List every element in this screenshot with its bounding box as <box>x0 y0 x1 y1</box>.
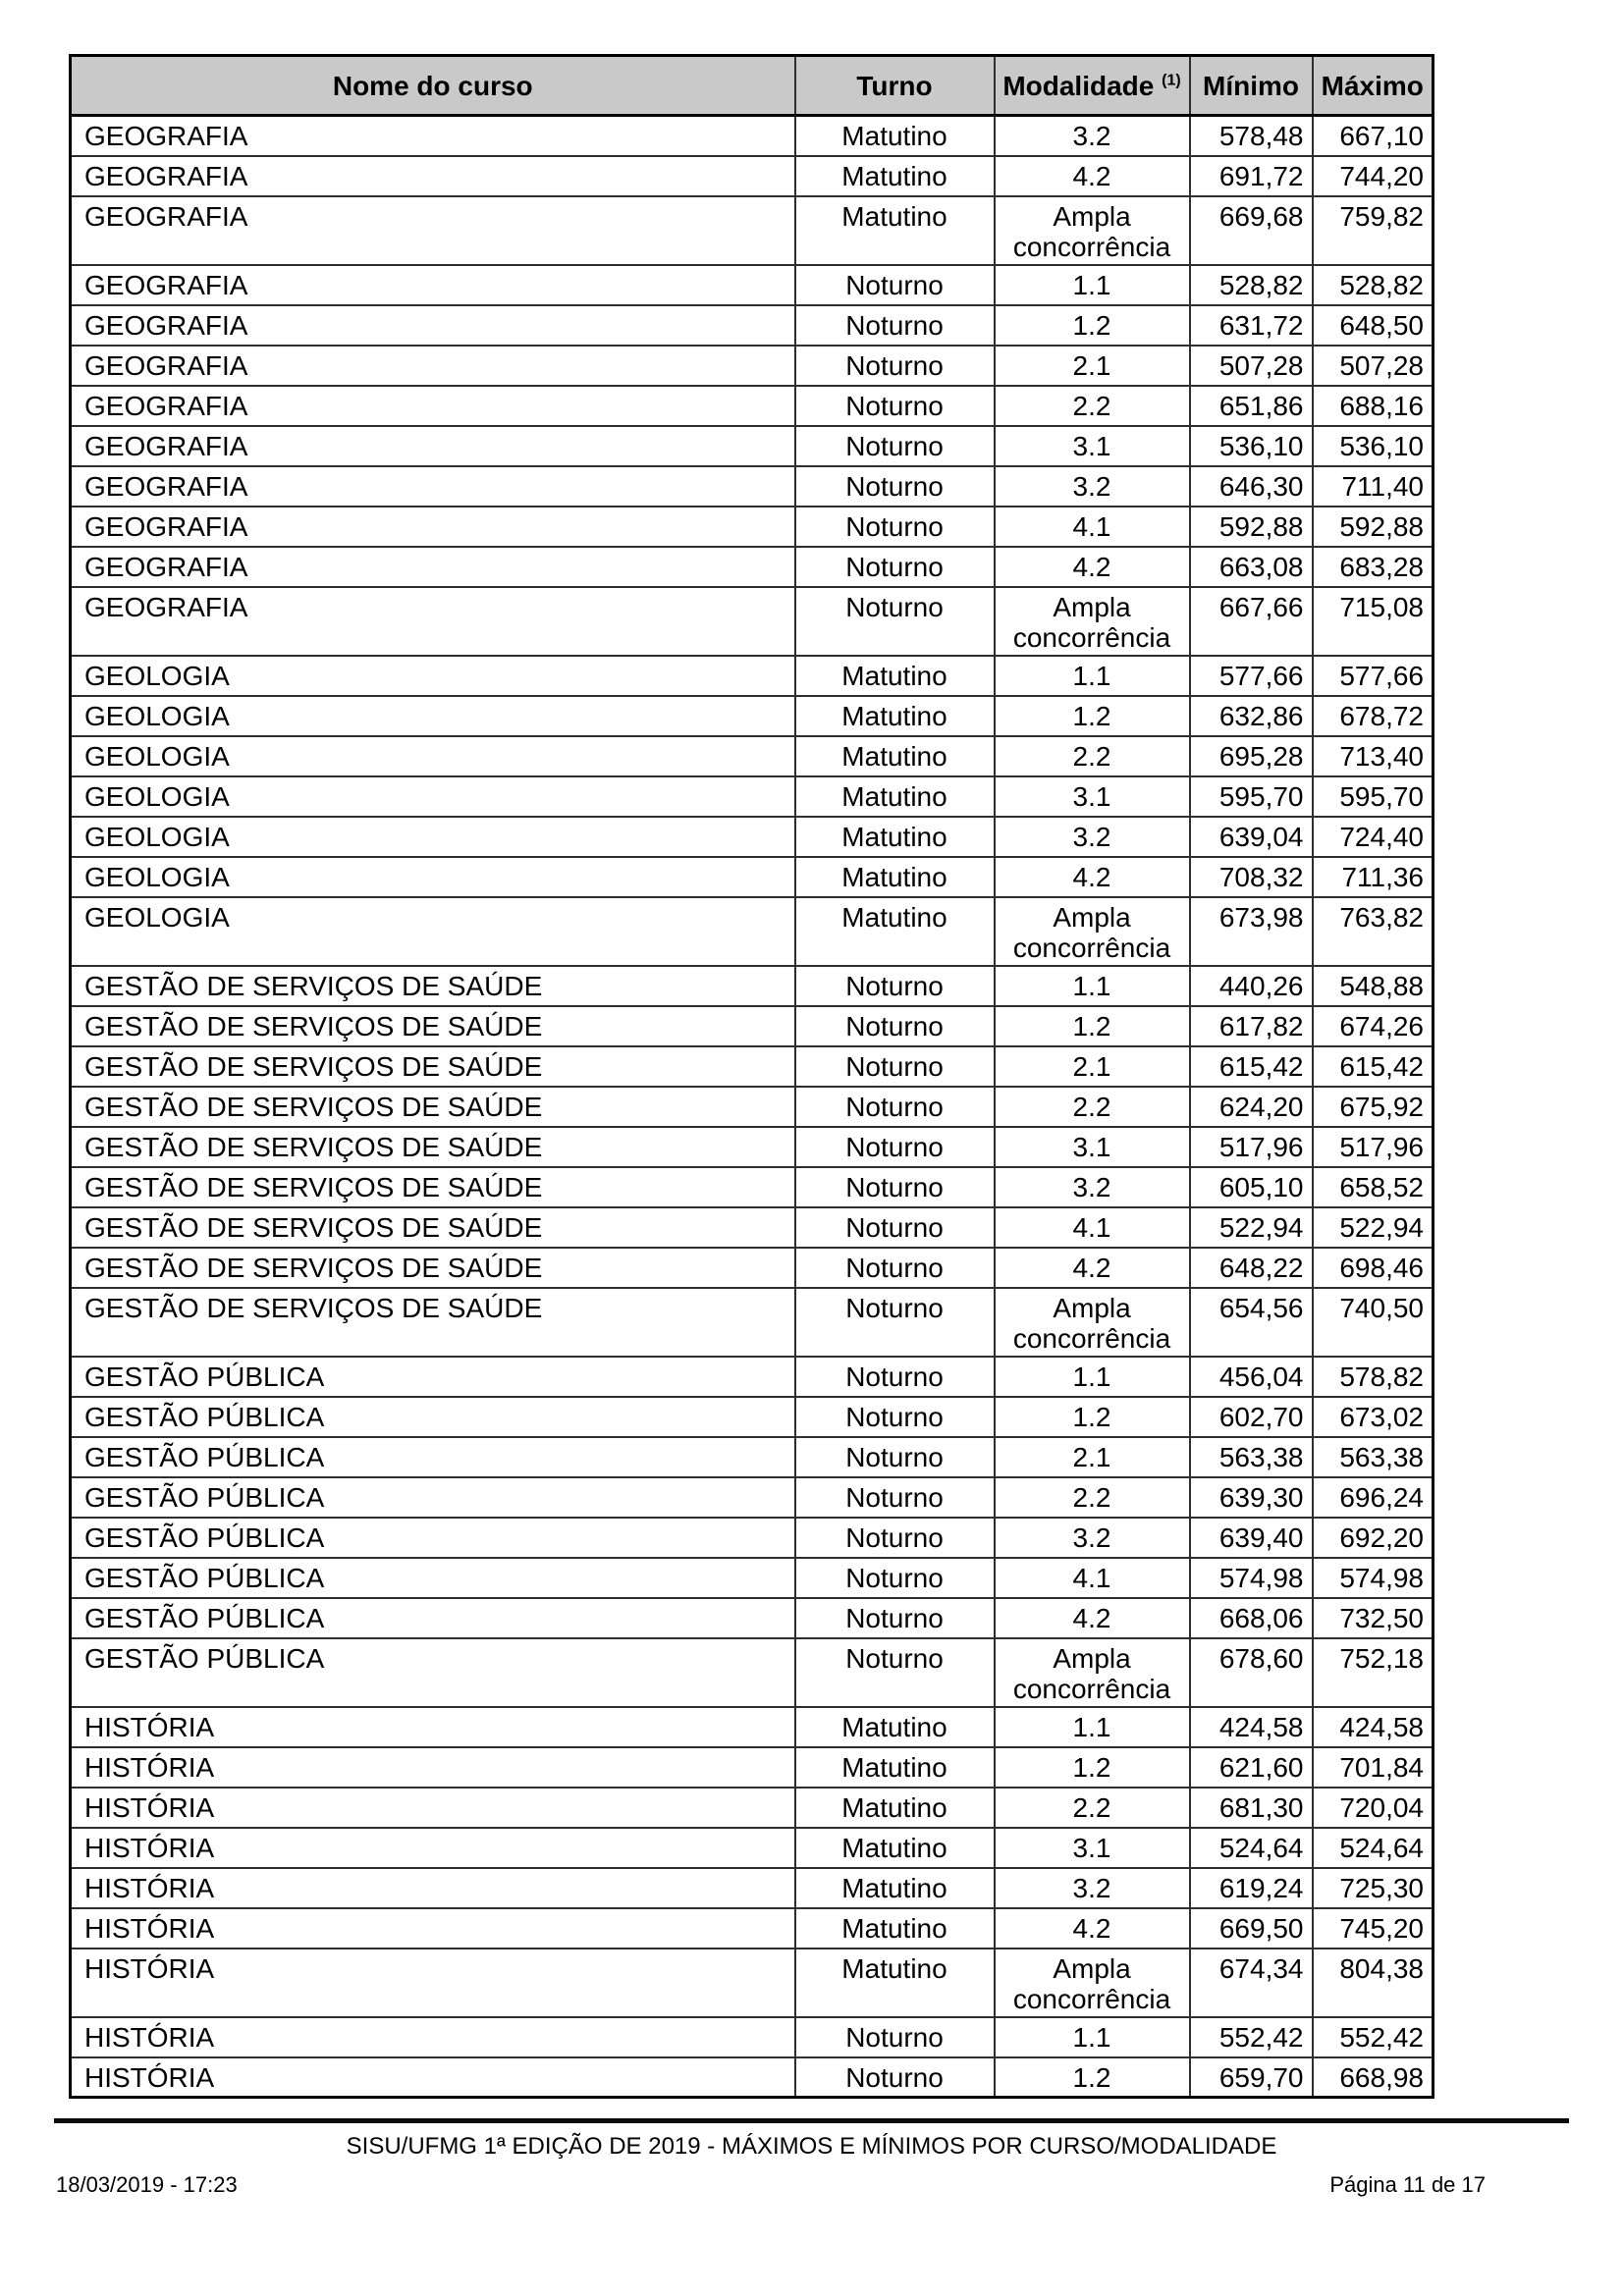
cell-shift: Noturno <box>795 466 995 507</box>
cell-modality: 2.2 <box>995 386 1190 426</box>
cell-modality: 2.1 <box>995 346 1190 386</box>
cell-course-name: GESTÃO DE SERVIÇOS DE SAÚDE <box>71 1288 795 1357</box>
cell-shift: Noturno <box>795 1477 995 1518</box>
cell-course-name: HISTÓRIA <box>71 1747 795 1788</box>
cell-min-score: 632,86 <box>1190 696 1313 736</box>
table-row <box>71 116 1434 156</box>
cell-modality: Ampla concorrência <box>995 1638 1190 1707</box>
cell-min-score: 708,32 <box>1190 857 1313 897</box>
cell-modality: 4.2 <box>995 547 1190 587</box>
table-row <box>71 1868 1434 1908</box>
cell-modality: 2.1 <box>995 1046 1190 1087</box>
cell-shift: Noturno <box>795 547 995 587</box>
cell-shift: Noturno <box>795 587 995 656</box>
col-header-course <box>71 56 795 116</box>
cell-course-name: GEOLOGIA <box>71 817 795 857</box>
cell-modality: 4.2 <box>995 857 1190 897</box>
cell-shift: Matutino <box>795 1868 995 1908</box>
cell-max-score: 752,18 <box>1313 1638 1434 1707</box>
table-row <box>71 1828 1434 1868</box>
cell-modality: 1.1 <box>995 265 1190 305</box>
cell-shift: Matutino <box>795 116 995 156</box>
cell-min-score: 651,86 <box>1190 386 1313 426</box>
cell-course-name: GESTÃO PÚBLICA <box>71 1598 795 1638</box>
cell-course-name: GEOGRAFIA <box>71 507 795 547</box>
table-row <box>71 1518 1434 1558</box>
cell-course-name: GESTÃO PÚBLICA <box>71 1558 795 1598</box>
cell-max-score: 724,40 <box>1313 817 1434 857</box>
cell-min-score: 639,40 <box>1190 1518 1313 1558</box>
cell-modality: 2.2 <box>995 1087 1190 1127</box>
cell-min-score: 639,04 <box>1190 817 1313 857</box>
cell-course-name: GEOGRAFIA <box>71 156 795 196</box>
cell-max-score: 552,42 <box>1313 2017 1434 2057</box>
cell-shift: Matutino <box>795 1788 995 1828</box>
cell-min-score: 574,98 <box>1190 1558 1313 1598</box>
cell-modality: 1.2 <box>995 2057 1190 2098</box>
cell-course-name: GESTÃO DE SERVIÇOS DE SAÚDE <box>71 1207 795 1248</box>
cell-modality: 2.2 <box>995 1477 1190 1518</box>
table-row <box>71 776 1434 817</box>
cell-min-score: 595,70 <box>1190 776 1313 817</box>
cell-max-score: 528,82 <box>1313 265 1434 305</box>
cell-max-score: 740,50 <box>1313 1288 1434 1357</box>
cell-course-name: GEOLOGIA <box>71 656 795 696</box>
cell-course-name: GEOLOGIA <box>71 696 795 736</box>
cell-course-name: GESTÃO DE SERVIÇOS DE SAÚDE <box>71 966 795 1006</box>
table-row <box>71 1598 1434 1638</box>
footer-title: SISU/UFMG 1ª EDIÇÃO DE 2019 - MÁXIMOS E MÍNIMOS POR CURSO/MODALIDADE <box>346 2133 1277 2160</box>
cell-modality: 4.2 <box>995 1248 1190 1288</box>
table-row <box>71 1707 1434 1747</box>
cell-course-name: GESTÃO DE SERVIÇOS DE SAÚDE <box>71 1248 795 1288</box>
cell-modality: 3.1 <box>995 426 1190 466</box>
col-header-min <box>1190 56 1313 116</box>
cell-modality: 2.2 <box>995 736 1190 776</box>
cell-shift: Noturno <box>795 1248 995 1288</box>
cell-shift: Noturno <box>795 1288 995 1357</box>
cell-shift: Noturno <box>795 426 995 466</box>
cell-course-name: GESTÃO PÚBLICA <box>71 1437 795 1477</box>
table-row <box>71 656 1434 696</box>
cell-max-score: 696,24 <box>1313 1477 1434 1518</box>
cell-min-score: 667,66 <box>1190 587 1313 656</box>
cell-max-score: 688,16 <box>1313 386 1434 426</box>
cell-min-score: 678,60 <box>1190 1638 1313 1707</box>
cell-course-name: GEOLOGIA <box>71 897 795 966</box>
cell-course-name: GEOGRAFIA <box>71 466 795 507</box>
table-row <box>71 1477 1434 1518</box>
table-row <box>71 1437 1434 1477</box>
table-row <box>71 817 1434 857</box>
cell-shift: Noturno <box>795 1397 995 1437</box>
table-row <box>71 426 1434 466</box>
col-header-max <box>1313 56 1434 116</box>
table-row <box>71 265 1434 305</box>
cell-max-score: 668,98 <box>1313 2057 1434 2098</box>
table-row <box>71 466 1434 507</box>
cell-course-name: GEOLOGIA <box>71 857 795 897</box>
cell-max-score: 692,20 <box>1313 1518 1434 1558</box>
cell-shift: Matutino <box>795 736 995 776</box>
cell-max-score: 507,28 <box>1313 346 1434 386</box>
cell-modality: 3.1 <box>995 776 1190 817</box>
cell-min-score: 648,22 <box>1190 1248 1313 1288</box>
cell-course-name: HISTÓRIA <box>71 1908 795 1949</box>
cell-max-score: 744,20 <box>1313 156 1434 196</box>
cell-max-score: 713,40 <box>1313 736 1434 776</box>
cell-max-score: 701,84 <box>1313 1747 1434 1788</box>
cell-max-score: 678,72 <box>1313 696 1434 736</box>
cell-max-score: 711,36 <box>1313 857 1434 897</box>
cell-modality: 1.1 <box>995 656 1190 696</box>
table-row <box>71 1006 1434 1046</box>
cell-shift: Matutino <box>795 196 995 265</box>
cell-max-score: 720,04 <box>1313 1788 1434 1828</box>
cell-min-score: 528,82 <box>1190 265 1313 305</box>
cell-max-score: 578,82 <box>1313 1357 1434 1397</box>
cell-shift: Matutino <box>795 857 995 897</box>
cell-course-name: GEOGRAFIA <box>71 386 795 426</box>
cell-modality: 4.1 <box>995 1558 1190 1598</box>
table-row <box>71 1207 1434 1248</box>
cell-shift: Noturno <box>795 2017 995 2057</box>
cell-shift: Matutino <box>795 1747 995 1788</box>
cell-max-score: 574,98 <box>1313 1558 1434 1598</box>
cell-min-score: 578,48 <box>1190 116 1313 156</box>
cell-course-name: GESTÃO PÚBLICA <box>71 1397 795 1437</box>
cell-modality: Ampla concorrência <box>995 1949 1190 2017</box>
table-row <box>71 346 1434 386</box>
cell-max-score: 524,64 <box>1313 1828 1434 1868</box>
cell-min-score: 673,98 <box>1190 897 1313 966</box>
table-row <box>71 547 1434 587</box>
cell-modality: 4.2 <box>995 156 1190 196</box>
cell-modality: 3.2 <box>995 1167 1190 1207</box>
cell-shift: Matutino <box>795 1949 995 2017</box>
cell-modality: 1.2 <box>995 1397 1190 1437</box>
cell-min-score: 669,50 <box>1190 1908 1313 1949</box>
footer-page-number: Página 11 de 17 <box>1329 2172 1486 2197</box>
cell-min-score: 659,70 <box>1190 2057 1313 2098</box>
col-header-max-label: Máximo <box>1321 70 1424 101</box>
cell-modality: 4.1 <box>995 1207 1190 1248</box>
table-row <box>71 696 1434 736</box>
cell-min-score: 552,42 <box>1190 2017 1313 2057</box>
cell-modality: Ampla concorrência <box>995 196 1190 265</box>
cell-min-score: 615,42 <box>1190 1046 1313 1087</box>
cell-modality: 4.1 <box>995 507 1190 547</box>
cell-shift: Noturno <box>795 1437 995 1477</box>
cell-shift: Noturno <box>795 1127 995 1167</box>
cell-shift: Matutino <box>795 1828 995 1868</box>
cell-modality: 1.2 <box>995 696 1190 736</box>
cell-max-score: 715,08 <box>1313 587 1434 656</box>
cell-min-score: 669,68 <box>1190 196 1313 265</box>
cell-course-name: GEOLOGIA <box>71 736 795 776</box>
cell-max-score: 424,58 <box>1313 1707 1434 1747</box>
cell-course-name: GESTÃO DE SERVIÇOS DE SAÚDE <box>71 1046 795 1087</box>
cell-course-name: HISTÓRIA <box>71 2017 795 2057</box>
cell-shift: Matutino <box>795 696 995 736</box>
cell-modality: 1.2 <box>995 1747 1190 1788</box>
cell-course-name: GEOGRAFIA <box>71 305 795 346</box>
cell-modality: Ampla concorrência <box>995 897 1190 966</box>
table-body <box>71 116 1434 2098</box>
cell-course-name: GESTÃO PÚBLICA <box>71 1638 795 1707</box>
cell-shift: Noturno <box>795 1638 995 1707</box>
table-row <box>71 1397 1434 1437</box>
cell-shift: Matutino <box>795 897 995 966</box>
cell-max-score: 522,94 <box>1313 1207 1434 1248</box>
col-header-min-label: Mínimo <box>1203 70 1299 101</box>
table-row <box>71 507 1434 547</box>
cell-course-name: GEOGRAFIA <box>71 265 795 305</box>
cell-max-score: 675,92 <box>1313 1087 1434 1127</box>
cell-modality: 4.2 <box>995 1908 1190 1949</box>
cell-shift: Noturno <box>795 1598 995 1638</box>
cell-course-name: GEOGRAFIA <box>71 587 795 656</box>
cell-min-score: 639,30 <box>1190 1477 1313 1518</box>
cell-max-score: 732,50 <box>1313 1598 1434 1638</box>
cell-modality: 3.2 <box>995 1518 1190 1558</box>
table-row <box>71 1949 1434 2017</box>
table-header-row <box>71 56 1434 116</box>
table-row <box>71 1357 1434 1397</box>
cell-max-score: 683,28 <box>1313 547 1434 587</box>
footer-date: 18/03/2019 - 17:23 <box>56 2172 238 2197</box>
table-row <box>71 1908 1434 1949</box>
cell-min-score: 563,38 <box>1190 1437 1313 1477</box>
modality-footnote-marker: (1) <box>1162 72 1181 89</box>
cell-max-score: 725,30 <box>1313 1868 1434 1908</box>
cell-shift: Noturno <box>795 1518 995 1558</box>
cell-modality: Ampla concorrência <box>995 1288 1190 1357</box>
cell-shift: Noturno <box>795 1558 995 1598</box>
table-row <box>71 305 1434 346</box>
cell-modality: 1.1 <box>995 1357 1190 1397</box>
col-header-shift-label: Turno <box>856 70 933 101</box>
table-row <box>71 196 1434 265</box>
cell-max-score: 536,10 <box>1313 426 1434 466</box>
cell-course-name: GESTÃO DE SERVIÇOS DE SAÚDE <box>71 1167 795 1207</box>
cell-modality: 1.1 <box>995 1707 1190 1747</box>
cell-max-score: 577,66 <box>1313 656 1434 696</box>
col-header-shift <box>795 56 995 116</box>
cell-shift: Noturno <box>795 1357 995 1397</box>
cell-max-score: 563,38 <box>1313 1437 1434 1477</box>
table-row <box>71 587 1434 656</box>
table-row <box>71 386 1434 426</box>
cell-modality: 3.2 <box>995 116 1190 156</box>
cell-shift: Noturno <box>795 1167 995 1207</box>
cell-min-score: 440,26 <box>1190 966 1313 1006</box>
table-row <box>71 966 1434 1006</box>
table-row <box>71 1248 1434 1288</box>
cell-max-score: 674,26 <box>1313 1006 1434 1046</box>
table-row <box>71 1046 1434 1087</box>
cell-max-score: 673,02 <box>1313 1397 1434 1437</box>
cell-min-score: 592,88 <box>1190 507 1313 547</box>
cell-course-name: HISTÓRIA <box>71 1949 795 2017</box>
cell-shift: Noturno <box>795 305 995 346</box>
cell-course-name: GESTÃO PÚBLICA <box>71 1357 795 1397</box>
cell-max-score: 658,52 <box>1313 1167 1434 1207</box>
cell-min-score: 602,70 <box>1190 1397 1313 1437</box>
table-header <box>71 56 1434 116</box>
table-row <box>71 2057 1434 2098</box>
cell-max-score: 698,46 <box>1313 1248 1434 1288</box>
col-header-modality <box>995 56 1190 116</box>
cell-min-score: 456,04 <box>1190 1357 1313 1397</box>
cell-course-name: GEOGRAFIA <box>71 196 795 265</box>
table-row <box>71 1747 1434 1788</box>
table-row <box>71 1087 1434 1127</box>
table-row <box>71 156 1434 196</box>
cell-max-score: 759,82 <box>1313 196 1434 265</box>
cell-shift: Matutino <box>795 1908 995 1949</box>
table-row <box>71 1167 1434 1207</box>
cell-modality: 3.2 <box>995 817 1190 857</box>
cell-modality: 2.2 <box>995 1788 1190 1828</box>
cell-course-name: GESTÃO DE SERVIÇOS DE SAÚDE <box>71 1006 795 1046</box>
cell-course-name: HISTÓRIA <box>71 2057 795 2098</box>
table-row <box>71 1638 1434 1707</box>
col-header-modality-label: Modalidade <box>1002 70 1155 101</box>
cell-modality: 1.1 <box>995 966 1190 1006</box>
cell-min-score: 524,64 <box>1190 1828 1313 1868</box>
table-row <box>71 857 1434 897</box>
cell-max-score: 592,88 <box>1313 507 1434 547</box>
cell-shift: Matutino <box>795 817 995 857</box>
cell-course-name: GESTÃO DE SERVIÇOS DE SAÚDE <box>71 1127 795 1167</box>
cell-course-name: GEOLOGIA <box>71 776 795 817</box>
cell-modality: 3.1 <box>995 1127 1190 1167</box>
cell-course-name: HISTÓRIA <box>71 1788 795 1828</box>
cell-shift: Matutino <box>795 656 995 696</box>
cell-min-score: 631,72 <box>1190 305 1313 346</box>
cell-shift: Noturno <box>795 1046 995 1087</box>
cell-min-score: 691,72 <box>1190 156 1313 196</box>
cell-shift: Noturno <box>795 1207 995 1248</box>
cell-shift: Noturno <box>795 265 995 305</box>
cell-modality: 2.1 <box>995 1437 1190 1477</box>
cell-min-score: 663,08 <box>1190 547 1313 587</box>
cell-min-score: 674,34 <box>1190 1949 1313 2017</box>
cell-min-score: 646,30 <box>1190 466 1313 507</box>
cell-course-name: GESTÃO PÚBLICA <box>71 1518 795 1558</box>
cell-modality: 1.2 <box>995 305 1190 346</box>
cell-min-score: 624,20 <box>1190 1087 1313 1127</box>
cell-max-score: 763,82 <box>1313 897 1434 966</box>
cell-course-name: GEOGRAFIA <box>71 547 795 587</box>
table-row <box>71 1127 1434 1167</box>
cell-min-score: 654,56 <box>1190 1288 1313 1357</box>
cell-min-score: 621,60 <box>1190 1747 1313 1788</box>
cell-min-score: 668,06 <box>1190 1598 1313 1638</box>
cell-max-score: 667,10 <box>1313 116 1434 156</box>
cell-max-score: 517,96 <box>1313 1127 1434 1167</box>
cell-min-score: 681,30 <box>1190 1788 1313 1828</box>
cell-modality: 3.2 <box>995 1868 1190 1908</box>
cell-course-name: GEOGRAFIA <box>71 426 795 466</box>
cell-shift: Noturno <box>795 1087 995 1127</box>
cell-max-score: 711,40 <box>1313 466 1434 507</box>
cell-course-name: GESTÃO DE SERVIÇOS DE SAÚDE <box>71 1087 795 1127</box>
cell-modality: Ampla concorrência <box>995 587 1190 656</box>
footer-divider <box>54 2118 1569 2123</box>
cell-min-score: 424,58 <box>1190 1707 1313 1747</box>
cell-max-score: 595,70 <box>1313 776 1434 817</box>
cell-course-name: GESTÃO PÚBLICA <box>71 1477 795 1518</box>
cell-course-name: HISTÓRIA <box>71 1828 795 1868</box>
table-row <box>71 897 1434 966</box>
cell-max-score: 804,38 <box>1313 1949 1434 2017</box>
cell-modality: 1.2 <box>995 1006 1190 1046</box>
cell-course-name: GEOGRAFIA <box>71 116 795 156</box>
table-row <box>71 1288 1434 1357</box>
cell-shift: Noturno <box>795 966 995 1006</box>
cell-min-score: 577,66 <box>1190 656 1313 696</box>
cell-modality: 3.2 <box>995 466 1190 507</box>
cell-course-name: GEOGRAFIA <box>71 346 795 386</box>
col-header-course-label: Nome do curso <box>332 70 533 101</box>
results-table <box>69 54 1434 2099</box>
cell-min-score: 695,28 <box>1190 736 1313 776</box>
cell-min-score: 522,94 <box>1190 1207 1313 1248</box>
table-row <box>71 2017 1434 2057</box>
table-row <box>71 1788 1434 1828</box>
cell-modality: 4.2 <box>995 1598 1190 1638</box>
cell-shift: Noturno <box>795 346 995 386</box>
cell-max-score: 615,42 <box>1313 1046 1434 1087</box>
cell-min-score: 605,10 <box>1190 1167 1313 1207</box>
cell-course-name: HISTÓRIA <box>71 1868 795 1908</box>
table-row <box>71 1558 1434 1598</box>
cell-min-score: 619,24 <box>1190 1868 1313 1908</box>
cell-shift: Noturno <box>795 2057 995 2098</box>
cell-modality: 3.1 <box>995 1828 1190 1868</box>
cell-max-score: 648,50 <box>1313 305 1434 346</box>
cell-min-score: 507,28 <box>1190 346 1313 386</box>
cell-min-score: 617,82 <box>1190 1006 1313 1046</box>
cell-max-score: 548,88 <box>1313 966 1434 1006</box>
cell-course-name: HISTÓRIA <box>71 1707 795 1747</box>
cell-shift: Noturno <box>795 1006 995 1046</box>
cell-shift: Matutino <box>795 156 995 196</box>
cell-min-score: 517,96 <box>1190 1127 1313 1167</box>
cell-modality: 1.1 <box>995 2017 1190 2057</box>
cell-shift: Matutino <box>795 1707 995 1747</box>
cell-shift: Noturno <box>795 507 995 547</box>
table-row <box>71 736 1434 776</box>
cell-shift: Matutino <box>795 776 995 817</box>
cell-shift: Noturno <box>795 386 995 426</box>
cell-max-score: 745,20 <box>1313 1908 1434 1949</box>
cell-min-score: 536,10 <box>1190 426 1313 466</box>
